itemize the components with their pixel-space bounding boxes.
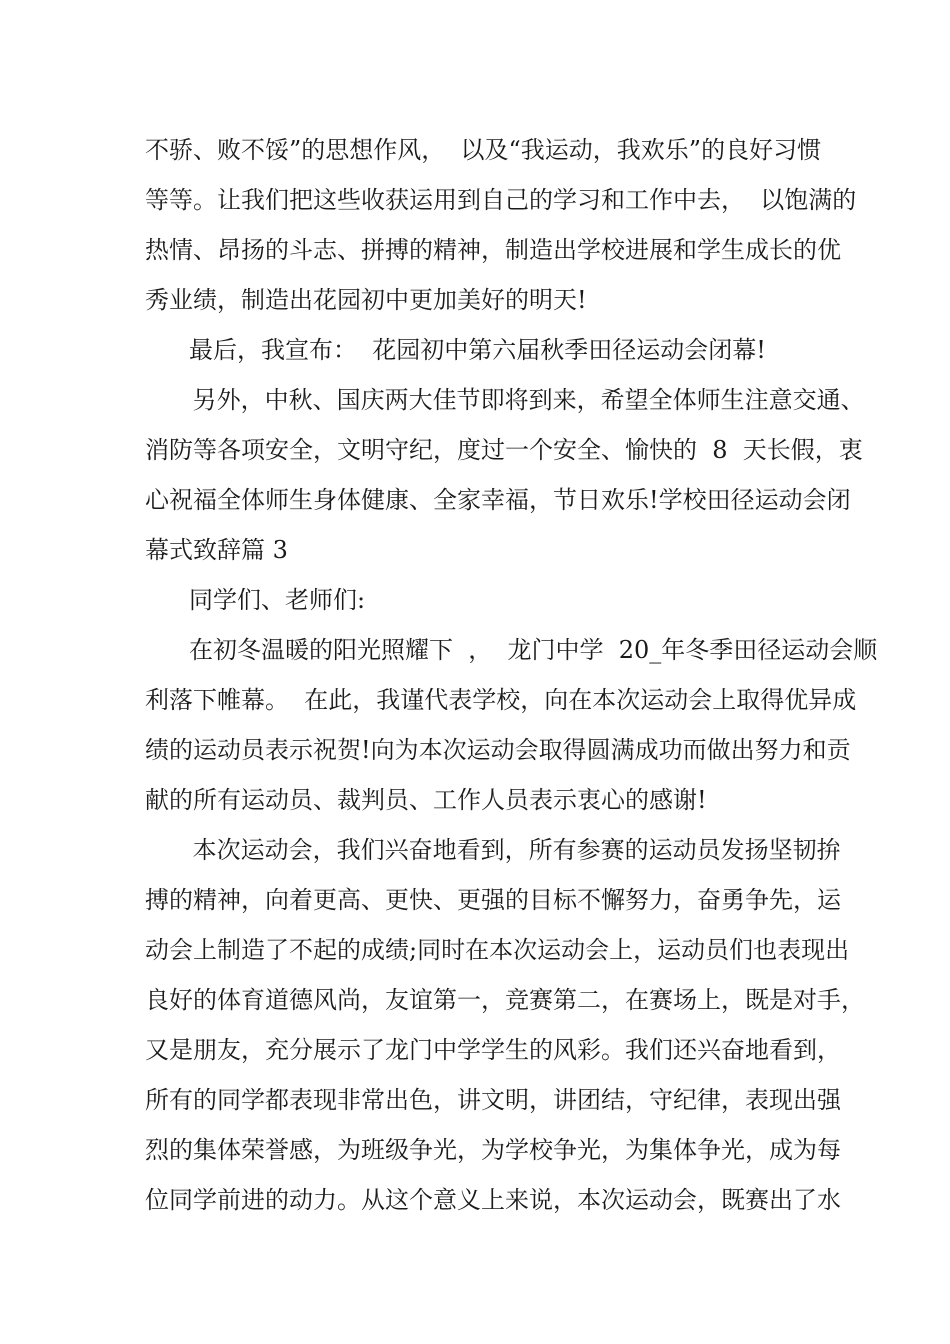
text-line: 心祝福全体师生身体健康、全家幸福，节日欢乐!学校田径运动会闭 xyxy=(145,486,851,514)
text-line: 消防等各项安全，文明守纪，度过一个安全、愉快的 8 天长假，衷 xyxy=(145,436,863,464)
text-line: 所有的同学都表现非常出色，讲文明，讲团结，守纪律，表现出强 xyxy=(145,1086,841,1114)
text-line: 绩的运动员表示祝贺!向为本次运动会取得圆满成功而做出努力和贡 xyxy=(145,736,851,764)
text-line: 动会上制造了不起的成绩;同时在本次运动会上，运动员们也表现出 xyxy=(145,936,850,964)
text-line: 不骄、败不馁”的思想作风， 以及“我运动，我欢乐”的良好习惯 xyxy=(145,136,822,164)
text-line: 烈的集体荣誉感，为班级争光，为学校争光，为集体争光，成为每 xyxy=(145,1136,841,1164)
text-line: 热情、昂扬的斗志、拼搏的精神，制造出学校进展和学生成长的优 xyxy=(145,236,841,264)
text-line: 位同学前进的动力。从这个意义上来说，本次运动会，既赛出了水 xyxy=(145,1186,841,1214)
text-line: 搏的精神，向着更高、更快、更强的目标不懈努力，奋勇争先，运 xyxy=(145,886,841,914)
text-line: 秀业绩，制造出花园初中更加美好的明天! xyxy=(145,286,587,314)
text-line: 又是朋友，充分展示了龙门中学学生的风彩。我们还兴奋地看到， xyxy=(145,1036,841,1064)
text-line: 最后，我宣布： 花园初中第六届秋季田径运动会闭幕! xyxy=(189,336,766,364)
text-line: 幕式致辞篇 3 xyxy=(145,536,288,564)
text-line: 本次运动会，我们兴奋地看到，所有参赛的运动员发扬坚韧拚 xyxy=(185,836,841,864)
text-line: 良好的体育道德风尚，友谊第一，竞赛第二，在赛场上，既是对手， xyxy=(145,986,865,1014)
text-line: 献的所有运动员、裁判员、工作人员表示衷心的感谢! xyxy=(145,786,707,814)
text-line: 另外，中秋、国庆两大佳节即将到来，希望全体师生注意交通、 xyxy=(185,386,865,414)
text-line: 在初冬温暖的阳光照耀下 ， 龙门中学 20_年冬季田径运动会顺 xyxy=(189,636,878,664)
text-line: 等等。让我们把这些收获运用到自己的学习和工作中去， 以饱满的 xyxy=(145,186,857,214)
text-line: 利落下帷幕。 在此，我谨代表学校，向在本次运动会上取得优异成 xyxy=(145,686,857,714)
text-line: 同学们、老师们: xyxy=(189,586,366,614)
